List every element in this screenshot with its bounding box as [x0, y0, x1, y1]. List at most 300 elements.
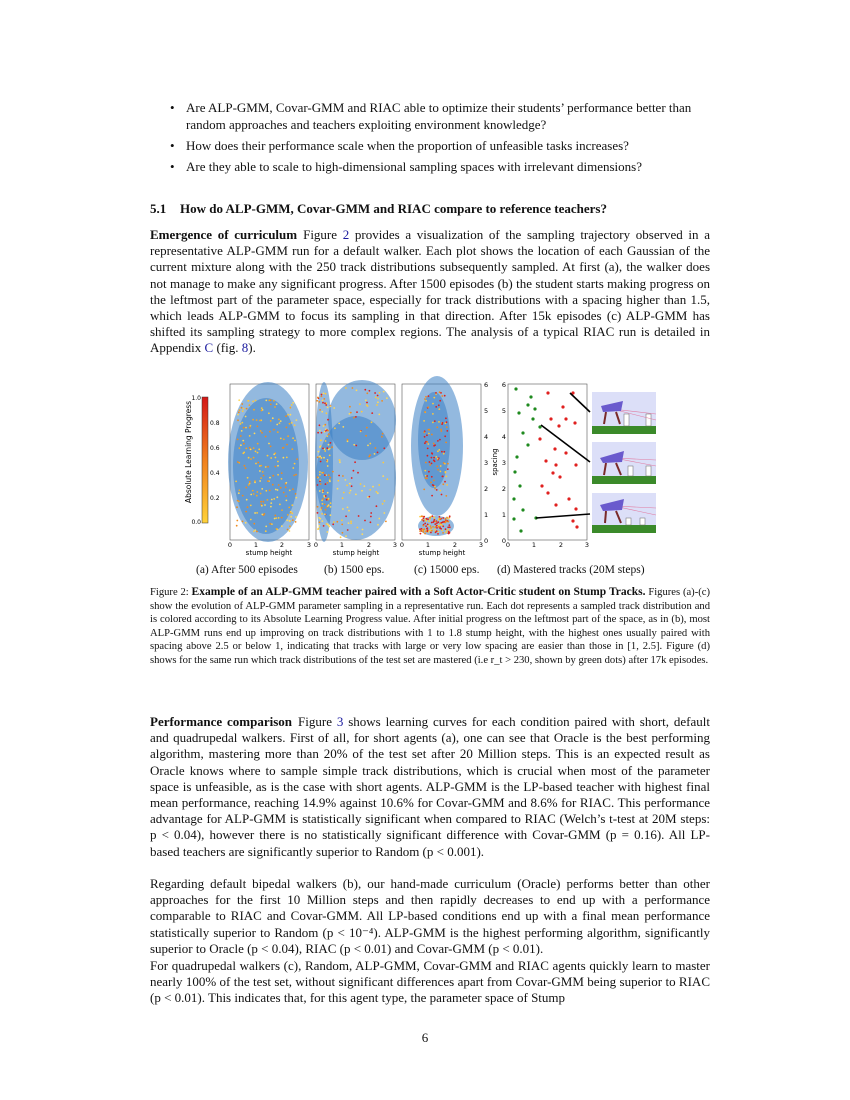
sample-dot: [253, 523, 255, 525]
sample-dot: [249, 435, 251, 437]
sample-dot: [296, 419, 298, 421]
y-tick: 0: [501, 537, 506, 545]
sample-dot: [433, 480, 435, 482]
panel-c-yticks: [484, 381, 488, 545]
sample-dot: [286, 457, 288, 459]
sample-dot: [322, 491, 324, 493]
figure-3-link[interactable]: 3: [336, 714, 344, 729]
sample-dot: [242, 452, 244, 454]
sample-dot: [426, 475, 428, 477]
sample-dot: [436, 522, 438, 524]
sample-dot: [285, 482, 287, 484]
sample-dot: [436, 489, 438, 491]
sample-dot: [319, 474, 321, 476]
sample-dot: [445, 442, 447, 444]
sample-dot: [252, 419, 254, 421]
x-tick: 2: [452, 541, 458, 549]
sample-dot: [287, 514, 289, 516]
sample-dot: [318, 517, 320, 519]
sample-dot: [270, 502, 272, 504]
sample-dot: [440, 524, 442, 526]
sample-dot: [447, 463, 449, 465]
sample-dot: [371, 421, 373, 423]
sample-dot: [348, 522, 350, 524]
sample-dot: [239, 447, 241, 449]
sample-dot: [281, 478, 283, 480]
sample-dot: [424, 436, 426, 438]
sample-dot: [286, 519, 288, 521]
sample-dot: [328, 498, 330, 500]
sample-dot: [442, 525, 444, 527]
figure-2: [185, 376, 665, 561]
sample-dot: [429, 530, 431, 532]
sample-dot: [366, 427, 368, 429]
sample-dot: [351, 485, 353, 487]
sample-dot: [290, 414, 292, 416]
sample-dot: [349, 413, 351, 415]
sample-dot: [290, 407, 292, 409]
sample-dot: [291, 504, 293, 506]
x-tick: 3: [392, 541, 398, 549]
sample-dot: [383, 391, 385, 393]
sample-dot: [382, 462, 384, 464]
sample-dot: [245, 467, 247, 469]
sample-dot: [245, 487, 247, 489]
sample-dot: [248, 457, 250, 459]
sample-dot: [428, 433, 430, 435]
sample-dot: [360, 431, 362, 433]
x-tick: 0: [313, 541, 319, 549]
sample-dot: [267, 466, 269, 468]
sample-dot: [323, 392, 325, 394]
sample-dot: [328, 444, 330, 446]
question-item: • How does their performance scale when the proportion of unfeasible tasks increases?: [170, 138, 629, 153]
sample-dot: [381, 400, 383, 402]
quadrupedal-paragraph: For quadrupedal walkers (c), Random, ALP-GMM, Covar-GMM and RIAC agents quickly learn to master nearly 100% of the test set, without significant differences apart from Covar-GMM being superior to RIAC (p < 0.01). This indicates that, for this agent type, the parameter space of Stump: [150, 958, 710, 1006]
sample-dot: [242, 521, 244, 523]
sample-dot: [238, 411, 240, 413]
sample-dot: [260, 430, 262, 432]
sample-dot: [345, 387, 347, 389]
x-tick: 3: [478, 541, 484, 549]
sample-dot: [351, 477, 353, 479]
sample-dot: [327, 465, 329, 467]
sample-dot: [445, 532, 447, 534]
sample-dot: [375, 447, 377, 449]
sample-dot: [369, 443, 371, 445]
sample-dot: [280, 420, 282, 422]
sample-dot: [240, 435, 242, 437]
figure-8-link[interactable]: 8: [241, 340, 249, 356]
sample-dot: [357, 472, 359, 474]
sample-dot: [435, 406, 437, 408]
sample-dot: [449, 515, 451, 517]
sample-dot: [238, 489, 240, 491]
mastered-dot: [512, 497, 515, 500]
sample-dot: [378, 414, 380, 416]
panel-c-xticks: [400, 541, 483, 549]
sample-dot: [322, 402, 324, 404]
sample-dot: [330, 405, 332, 407]
appendix-c-link[interactable]: C: [204, 340, 214, 356]
sample-dot: [383, 512, 385, 514]
sample-dot: [378, 484, 380, 486]
sample-dot: [443, 451, 445, 453]
sample-dot: [424, 442, 426, 444]
sample-dot: [444, 435, 446, 437]
sample-dot: [355, 445, 357, 447]
mastered-dot: [529, 395, 532, 398]
sample-dot: [321, 500, 323, 502]
sample-dot: [295, 516, 297, 518]
sample-dot: [256, 512, 258, 514]
sample-dot: [272, 484, 274, 486]
sample-dot: [321, 395, 323, 397]
sample-dot: [318, 451, 320, 453]
sample-dot: [347, 507, 349, 509]
sample-dot: [436, 525, 438, 527]
caption-title: Example of an ALP-GMM teacher paired with a Soft Actor-Critic student on Stump Tracks.: [191, 586, 646, 598]
sample-dot: [249, 481, 251, 483]
sample-dot: [291, 448, 293, 450]
sample-dot: [382, 433, 384, 435]
sample-dot: [294, 440, 296, 442]
sample-dot: [330, 514, 332, 516]
figure-2-link[interactable]: 2: [342, 227, 350, 242]
sample-dot: [432, 515, 434, 517]
sample-dot: [358, 515, 360, 517]
colorbar-tick: 0.0: [191, 519, 201, 526]
sample-dot: [353, 444, 355, 446]
sample-dot: [419, 516, 421, 518]
caption-body: Figures (a)-(c) show the evolution of ALP-GMM parameter sampling in a representative run. Each dot represents a sampled track distribution and is colored according to its Absolute Learning Progress value. After initial progress on the leftmost part of the space, as in (b), most ALP-GMM runs end up improving on track distributions with 1 to 1.8 stump height, with the highest ones usually paired with spacing above 2.5 or below 1, indicating that tracks with large or very low spacing are easier than those in [1, 2.5]. Figure (d) shows for the same run which track distributions of the test set are mastered (i.e r_t > 230, shown by green dots) after 17k episodes.: [150, 587, 710, 666]
sample-dot: [276, 496, 278, 498]
sample-dot: [324, 504, 326, 506]
sample-dot: [275, 466, 277, 468]
sample-dot: [442, 532, 444, 534]
not-mastered-dot: [574, 463, 577, 466]
sample-dot: [379, 392, 381, 394]
sample-dot: [431, 453, 433, 455]
sample-dot: [441, 395, 443, 397]
sample-dot: [432, 403, 434, 405]
sample-dot: [322, 489, 324, 491]
sample-dot: [319, 479, 321, 481]
not-mastered-dot: [554, 503, 557, 506]
sample-dot: [317, 432, 319, 434]
sample-dot: [249, 447, 251, 449]
sample-dot: [238, 492, 240, 494]
sample-dot: [283, 447, 285, 449]
sample-dot: [247, 477, 249, 479]
sample-dot: [257, 443, 259, 445]
panel-b-plot: [314, 380, 397, 557]
sample-dot: [360, 483, 362, 485]
sample-dot: [275, 457, 277, 459]
sample-dot: [272, 475, 274, 477]
sample-dot: [426, 434, 428, 436]
sample-dot: [292, 519, 294, 521]
sample-dot: [377, 395, 379, 397]
sample-dot: [270, 404, 272, 406]
sample-dot: [268, 443, 270, 445]
sample-dot: [250, 425, 252, 427]
sample-dot: [342, 426, 344, 428]
not-mastered-dot: [561, 405, 564, 408]
x-tick: 0: [399, 541, 405, 549]
sample-dot: [317, 456, 319, 458]
sample-dot: [378, 518, 380, 520]
not-mastered-dot: [538, 437, 541, 440]
panel-b-xticks: [314, 541, 397, 549]
sample-dot: [285, 487, 287, 489]
mastered-dot: [513, 470, 516, 473]
sample-dot: [425, 525, 427, 527]
sample-dot: [260, 501, 262, 503]
sample-dot: [356, 389, 358, 391]
sample-dot: [269, 477, 271, 479]
sample-dot: [365, 399, 367, 401]
sample-dot: [327, 430, 329, 432]
sample-dot: [289, 525, 291, 527]
sample-dot: [261, 407, 263, 409]
sample-dot: [239, 409, 241, 411]
sample-dot: [424, 519, 426, 521]
sample-dot: [442, 422, 444, 424]
sample-dot: [354, 461, 356, 463]
sample-dot: [320, 509, 322, 511]
sample-dot: [350, 522, 352, 524]
sample-dot: [250, 494, 252, 496]
sample-dot: [342, 508, 344, 510]
sample-dot: [339, 459, 341, 461]
sample-dot: [267, 499, 269, 501]
x-tick: 3: [584, 541, 590, 549]
sample-dot: [428, 520, 430, 522]
sample-dot: [440, 429, 442, 431]
sample-dot: [441, 494, 443, 496]
sample-dot: [420, 533, 422, 535]
y-tick: 5: [484, 407, 489, 415]
sample-dot: [322, 472, 324, 474]
sample-dot: [439, 518, 441, 520]
sample-dot: [276, 403, 278, 405]
sample-dot: [263, 501, 265, 503]
sample-dot: [293, 475, 295, 477]
sample-dot: [279, 504, 281, 506]
sample-dot: [349, 406, 351, 408]
sample-dot: [444, 395, 446, 397]
sample-dot: [386, 397, 388, 399]
colorbar-tick: 0.6: [210, 445, 220, 452]
sample-dot: [325, 495, 327, 497]
sample-dot: [279, 422, 281, 424]
sample-dot: [328, 474, 330, 476]
x-tick: 2: [366, 541, 372, 549]
sample-dot: [271, 499, 273, 501]
y-tick: 2: [484, 485, 489, 493]
not-mastered-dot: [574, 507, 577, 510]
sample-dot: [330, 502, 332, 504]
sample-dot: [427, 443, 429, 445]
sample-dot: [366, 392, 368, 394]
sample-dot: [377, 524, 379, 526]
sample-dot: [429, 464, 431, 466]
sample-dot: [250, 519, 252, 521]
sample-dot: [241, 422, 243, 424]
caption-prefix: Figure 2:: [150, 587, 192, 598]
sample-dot: [446, 430, 448, 432]
sample-dot: [260, 493, 262, 495]
sample-dot: [319, 446, 321, 448]
sample-dot: [287, 435, 289, 437]
sample-dot: [446, 476, 448, 478]
sample-dot: [428, 429, 430, 431]
sample-dot: [431, 530, 433, 532]
sample-dot: [265, 526, 267, 528]
subfigure-label-b: (b) 1500 eps.: [324, 564, 385, 576]
sample-dot: [437, 450, 439, 452]
sample-dot: [433, 443, 435, 445]
sample-dot: [326, 447, 328, 449]
sample-dot: [432, 413, 434, 415]
sample-dot: [319, 409, 321, 411]
sample-dot: [427, 455, 429, 457]
y-tick: 3: [501, 459, 506, 467]
colorbar-tick: 1.0: [191, 395, 201, 402]
sample-dot: [242, 495, 244, 497]
sample-dot: [246, 499, 248, 501]
sample-dot: [383, 447, 385, 449]
sample-dot: [365, 435, 367, 437]
performance-paragraph: Performance comparison Figure 3 shows learning curves for each condition paired with short, default and quadrupedal walkers. First of all, for short agents (a), one can see that Oracle is the best performing algorithm, mastering more than 20% of the test set after 20 Million steps. This is an expected result as Oracle knows where to sample simple track distributions, which is crucial when most of the parameter space is unfeasible, as is the case with short agents. ALP-GMM is the LP-based teacher with highest final mean performance, reaching 14.9% against 10.6% for Covar-GMM and 8.6% for RIAC. This performance advantage for ALP-GMM is statistically significant when compared to RIAC (Welch’s t-test at 20M steps: p < 0.04), however there is no statistically significant difference with Covar-GMM (p = 0.16). All LP-based teachers are significantly superior to Random (p < 0.001).: [150, 714, 710, 859]
sample-dot: [436, 426, 438, 428]
sample-dot: [374, 392, 376, 394]
sample-dot: [430, 527, 432, 529]
sample-dot: [249, 404, 251, 406]
sample-dot: [324, 513, 326, 515]
sample-dot: [241, 407, 243, 409]
sample-dot: [435, 521, 437, 523]
panel-a-xticks: [228, 541, 311, 549]
gaussian-ellipse: [418, 392, 450, 488]
subfigure-label-d: (d) Mastered tracks (20M steps): [497, 564, 645, 576]
sample-dot: [257, 426, 259, 428]
not-mastered-dot: [564, 417, 567, 420]
sample-dot: [330, 442, 332, 444]
y-axis-label: spacing: [491, 448, 499, 476]
sample-dot: [361, 533, 363, 535]
sample-dot: [321, 513, 323, 515]
sample-dot: [254, 433, 256, 435]
sample-dot: [376, 505, 378, 507]
sample-dot: [342, 475, 344, 477]
sample-dot: [329, 477, 331, 479]
mastered-dot: [519, 529, 522, 532]
sample-dot: [438, 404, 440, 406]
sample-dot: [261, 505, 263, 507]
x-axis-label: stump height: [245, 549, 293, 557]
sample-dot: [240, 444, 242, 446]
sample-dot: [289, 423, 291, 425]
not-mastered-dot: [575, 525, 578, 528]
sample-dot: [429, 461, 431, 463]
sample-dot: [250, 505, 252, 507]
bullet-icon: •: [170, 159, 175, 174]
sample-dot: [236, 525, 238, 527]
sample-dot: [419, 530, 421, 532]
sample-dot: [431, 476, 433, 478]
sample-dot: [327, 523, 329, 525]
sample-dot: [290, 516, 292, 518]
sample-dot: [261, 410, 263, 412]
sample-dot: [431, 522, 433, 524]
sample-dot: [327, 482, 329, 484]
sample-dot: [261, 514, 263, 516]
sample-dot: [259, 465, 261, 467]
not-mastered-dot: [554, 463, 557, 466]
sample-dot: [438, 421, 440, 423]
sample-dot: [433, 397, 435, 399]
sample-dot: [432, 521, 434, 523]
sample-dot: [347, 529, 349, 531]
sample-dot: [325, 404, 327, 406]
sample-dot: [295, 497, 297, 499]
sample-dot: [355, 416, 357, 418]
sample-dot: [264, 504, 266, 506]
sample-dot: [327, 459, 329, 461]
sample-dot: [353, 417, 355, 419]
sample-dot: [370, 512, 372, 514]
sample-dot: [382, 503, 384, 505]
not-mastered-dot: [546, 391, 549, 394]
sample-dot: [274, 515, 276, 517]
sample-dot: [441, 530, 443, 532]
sample-dot: [286, 500, 288, 502]
sample-dot: [447, 468, 449, 470]
sample-dot: [317, 476, 319, 478]
sample-dot: [346, 485, 348, 487]
sample-dot: [328, 433, 330, 435]
page-number: 6: [421, 1030, 429, 1045]
sample-dot: [363, 485, 365, 487]
sample-dot: [326, 461, 328, 463]
sample-dot: [245, 448, 247, 450]
sample-dot: [235, 481, 237, 483]
sample-dot: [362, 529, 364, 531]
sample-dot: [327, 419, 329, 421]
sample-dot: [317, 397, 319, 399]
sample-dot: [334, 427, 336, 429]
sample-dot: [270, 446, 272, 448]
sample-dot: [324, 474, 326, 476]
colorbar-label: Absolute Learning Progress: [184, 400, 193, 504]
sample-dot: [438, 408, 440, 410]
sample-dot: [241, 403, 243, 405]
sample-dot: [332, 523, 334, 525]
sample-dot: [433, 517, 435, 519]
sample-dot: [289, 520, 291, 522]
sample-dot: [331, 446, 333, 448]
sample-dot: [350, 490, 352, 492]
sample-dot: [329, 448, 331, 450]
sample-dot: [436, 527, 438, 529]
sample-dot: [281, 525, 283, 527]
sample-dot: [257, 452, 259, 454]
sample-dot: [436, 466, 438, 468]
x-tick: 2: [558, 541, 564, 549]
sample-dot: [326, 435, 328, 437]
